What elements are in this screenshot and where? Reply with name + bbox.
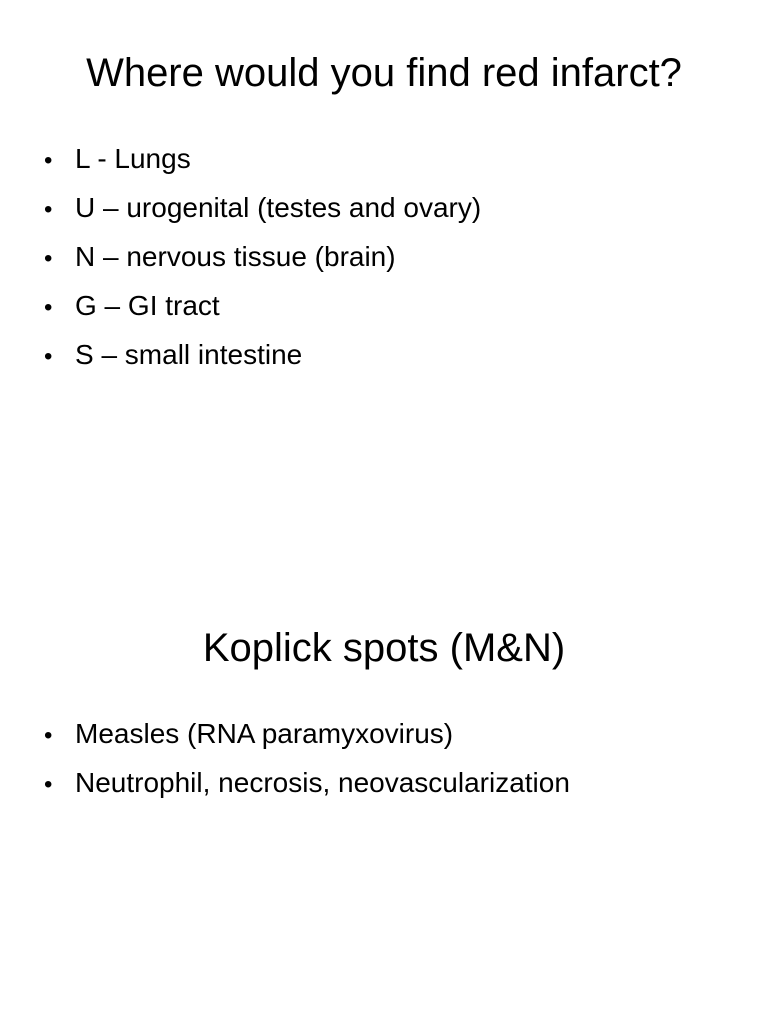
bullet-icon: • [44,722,53,749]
list-item [44,139,481,188]
bullet-list [44,139,481,384]
list-item [44,335,481,384]
list-item [44,286,481,335]
bullet-text: N – nervous tissue (brain) [75,241,396,272]
list-item [44,763,570,812]
list-item [44,188,481,237]
bullet-text: Neutrophil, necrosis, neovascularization [75,767,570,798]
list-item [44,714,570,763]
bullet-list [44,714,570,812]
slide-title: Where would you find red infarct? [86,51,682,95]
bullet-icon: • [44,196,53,223]
slide-koplick-spots [0,512,768,1024]
list-item [44,237,481,286]
bullet-icon: • [44,147,53,174]
bullet-icon: • [44,771,53,798]
bullet-text: U – urogenital (testes and ovary) [75,192,482,223]
bullet-icon: • [44,343,53,370]
bullet-text: Measles (RNA paramyxovirus) [75,718,454,749]
slide-title: Koplick spots (M&N) [202,626,566,670]
bullet-text: L - Lungs [75,143,191,174]
bullet-text: S – small intestine [75,339,303,370]
bullet-icon: • [44,245,53,272]
bullet-text: G – GI tract [75,290,220,321]
bullet-icon: • [44,294,53,321]
